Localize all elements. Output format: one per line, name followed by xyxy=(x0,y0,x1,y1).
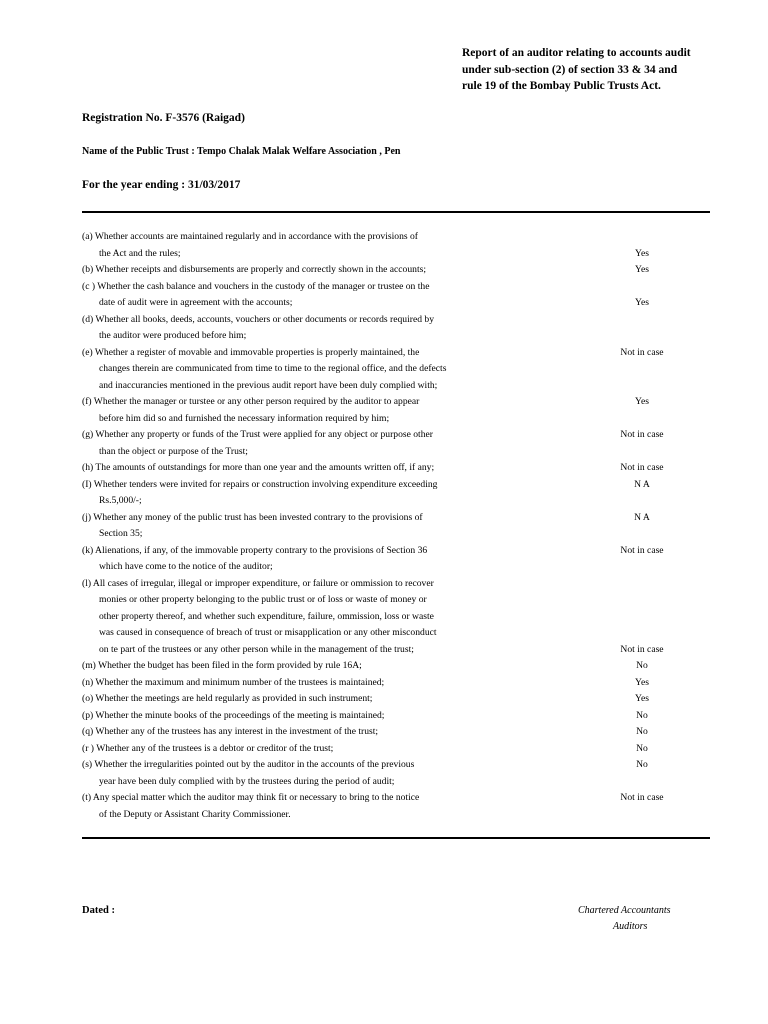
audit-item-answer: No xyxy=(636,742,648,754)
audit-item-text: (b) Whether receipts and disbursements are properly and correctly shown in the accounts; xyxy=(82,264,427,275)
report-title-line: rule 19 of the Bombay Public Trusts Act. xyxy=(462,80,661,92)
audit-item-text: Section 35; xyxy=(99,528,143,539)
audit-item-answer: Yes xyxy=(635,264,649,275)
audit-item-line-row xyxy=(0,460,768,477)
audit-item-answer: No xyxy=(636,759,648,770)
audit-item-line-row xyxy=(0,262,768,279)
audit-item-text: (h) The amounts of outstandings for more than one year and the amounts written off, if any; xyxy=(82,462,435,473)
year-ending: For the year ending : 31/03/2017 xyxy=(82,179,241,191)
audit-item-line-row xyxy=(0,394,768,411)
audit-item xyxy=(0,394,768,427)
audit-item-text: Rs.5,000/-; xyxy=(99,495,142,506)
audit-item-answer: Yes xyxy=(635,676,649,688)
audit-item-answer: Not in case xyxy=(620,429,664,440)
audit-item xyxy=(0,658,768,675)
audit-item-line-row xyxy=(0,724,768,741)
audit-item xyxy=(0,741,768,758)
audit-item-text: of the Deputy or Assistant Charity Commissioner. xyxy=(99,808,291,820)
audit-item xyxy=(0,724,768,741)
audit-item xyxy=(0,427,768,460)
audit-item-text: and inaccurancies mentioned in the previous audit report have been duly complied with; xyxy=(99,379,438,391)
audit-item xyxy=(0,312,768,345)
audit-item-text: changes therein are communicated from time to time to the regional office, and the defects xyxy=(99,363,447,374)
audit-item-line-row xyxy=(0,361,768,378)
audit-item xyxy=(0,757,768,790)
audit-item-text: before him did so and furnished the necessary information required by him; xyxy=(99,412,390,424)
report-title xyxy=(462,45,762,95)
audit-item-answer: Not in case xyxy=(620,643,664,655)
audit-item-answer: N A xyxy=(634,478,650,490)
audit-item-text: (o) Whether the meetings are held regularly as provided in such instrument; xyxy=(82,693,373,704)
audit-item-answer: No xyxy=(636,726,648,737)
audit-item-answer: Not in case xyxy=(620,792,664,803)
audit-item-line-row xyxy=(0,477,768,494)
audit-item-line-row xyxy=(0,526,768,543)
audit-item-line-row xyxy=(0,757,768,774)
audit-item-answer: Yes xyxy=(635,396,649,407)
audit-item-text: (d) Whether all books, deeds, accounts, vouchers or other documents or records required by xyxy=(82,313,435,325)
audit-item-answer: Yes xyxy=(635,693,649,704)
audit-item-line-row xyxy=(0,246,768,263)
audit-item-text: (n) Whether the maximum and minimum number of the trustees is maintained; xyxy=(82,676,385,688)
audit-item xyxy=(0,229,768,262)
audit-item-text: (j) Whether any money of the public trust has been invested contrary to the provisions of xyxy=(82,511,423,523)
audit-item-line-row xyxy=(0,295,768,312)
audit-item-text: the auditor were produced before him; xyxy=(99,330,247,341)
audit-item-line-row xyxy=(0,229,768,246)
audit-item-line-row xyxy=(0,345,768,362)
audit-item xyxy=(0,790,768,823)
audit-item-line-row xyxy=(0,592,768,609)
audit-item-line-row xyxy=(0,279,768,296)
audit-item xyxy=(0,345,768,395)
audit-item-line-row xyxy=(0,708,768,725)
signatory-title: Chartered Accountants xyxy=(578,905,671,916)
audit-item-text: (a) Whether accounts are maintained regularly and in accordance with the provisions of xyxy=(82,231,419,242)
report-title-line: under sub-section (2) of section 33 & 34 and xyxy=(462,63,678,76)
audit-item-line-row xyxy=(0,378,768,395)
audit-item-text: was caused in consequence of breach of trust or misapplication or any other misconduct xyxy=(99,627,437,638)
top-divider xyxy=(82,211,710,213)
audit-item-text: (m) Whether the budget has been filed in the form provided by rule 16A; xyxy=(82,660,362,671)
audit-item-answer: No xyxy=(636,709,648,721)
audit-item-line-row xyxy=(0,625,768,642)
audit-item xyxy=(0,691,768,708)
audit-item-answer: Not in case xyxy=(620,346,664,358)
audit-item-line-row xyxy=(0,510,768,527)
audit-item xyxy=(0,477,768,510)
dated-label: Dated : xyxy=(82,905,115,916)
report-title-line: Report of an auditor relating to accounts audit xyxy=(462,47,691,59)
audit-item-line-row xyxy=(0,444,768,461)
audit-item-text: on te part of the trustees or any other person while in the management of the trust; xyxy=(99,643,414,655)
audit-item-text: (p) Whether the minute books of the proceedings of the meeting is maintained; xyxy=(82,709,385,721)
audit-items-list xyxy=(0,229,768,823)
audit-item xyxy=(0,460,768,477)
audit-item-line-row xyxy=(0,807,768,824)
audit-item-text: (f) Whether the manager or turstee or any other person required by the auditor to appear xyxy=(82,396,420,407)
audit-item xyxy=(0,708,768,725)
audit-item-line-row xyxy=(0,559,768,576)
signatory-role: Auditors xyxy=(613,921,648,932)
audit-item-text: year have been duly complied with by the trustees during the period of audit; xyxy=(99,775,395,787)
audit-item-text: (e) Whether a register of movable and immovable properties is properly maintained, the xyxy=(82,346,420,358)
audit-item-text: date of audit were in agreement with the accounts; xyxy=(99,297,293,308)
audit-item xyxy=(0,675,768,692)
audit-item-text: other property thereof, and whether such expenditure, failure, ommission, loss or waste xyxy=(99,610,434,622)
audit-item-text: which have come to the notice of the auditor; xyxy=(99,561,273,572)
audit-item-line-row xyxy=(0,691,768,708)
audit-item-text: (I) Whether tenders were invited for repairs or construction involving expenditure exceeding xyxy=(82,478,438,490)
audit-item xyxy=(0,279,768,312)
audit-item-answer: N A xyxy=(634,511,650,523)
audit-item-line-row xyxy=(0,790,768,807)
audit-item-line-row xyxy=(0,576,768,593)
audit-item-text: (l) All cases of irregular, illegal or improper expenditure, or failure or ommission to recover xyxy=(82,577,434,589)
trust-name: Name of the Public Trust : Tempo Chalak Malak Welfare Association , Pen xyxy=(82,146,401,157)
audit-item-answer: Yes xyxy=(635,297,649,308)
audit-item-text: (s) Whether the irregularities pointed out by the auditor in the accounts of the previous xyxy=(82,759,415,770)
audit-item-text: (r ) Whether any of the trustees is a debtor or creditor of the trust; xyxy=(82,742,334,754)
audit-item-line-row xyxy=(0,609,768,626)
audit-item-text: the Act and the rules; xyxy=(99,247,181,259)
audit-item-answer: Not in case xyxy=(620,462,664,473)
audit-item-text: than the object or purpose of the Trust; xyxy=(99,445,248,457)
audit-item-line-row xyxy=(0,741,768,758)
audit-item-answer: No xyxy=(636,660,648,671)
audit-item-answer: Yes xyxy=(635,247,649,259)
audit-item-line-row xyxy=(0,642,768,659)
audit-item xyxy=(0,262,768,279)
audit-item-answer: Not in case xyxy=(620,544,664,556)
audit-item-line-row xyxy=(0,328,768,345)
audit-item-line-row xyxy=(0,658,768,675)
audit-item-text: (g) Whether any property or funds of the Trust were applied for any object or purpose other xyxy=(82,429,433,440)
audit-item-line-row xyxy=(0,493,768,510)
audit-item-line-row xyxy=(0,675,768,692)
bottom-divider xyxy=(82,837,710,839)
audit-item xyxy=(0,510,768,543)
audit-item-text: (c ) Whether the cash balance and vouchers in the custody of the manager or trustee on the xyxy=(82,280,430,292)
audit-item-text: monies or other property belonging to the public trust or of loss or waste of money or xyxy=(99,594,427,605)
audit-item xyxy=(0,543,768,576)
audit-item-line-row xyxy=(0,312,768,329)
audit-item-text: (t) Any special matter which the auditor may think fit or necessary to bring to the notice xyxy=(82,792,420,803)
registration-number: Registration No. F-3576 (Raigad) xyxy=(82,112,245,124)
audit-item-text: (q) Whether any of the trustees has any interest in the investment of the trust; xyxy=(82,726,379,737)
audit-item-line-row xyxy=(0,543,768,560)
audit-item-text: (k) Alienations, if any, of the immovable property contrary to the provisions of Section 36 xyxy=(82,544,428,556)
audit-item-line-row xyxy=(0,774,768,791)
audit-item-line-row xyxy=(0,427,768,444)
audit-item-line-row xyxy=(0,411,768,428)
audit-item xyxy=(0,576,768,659)
